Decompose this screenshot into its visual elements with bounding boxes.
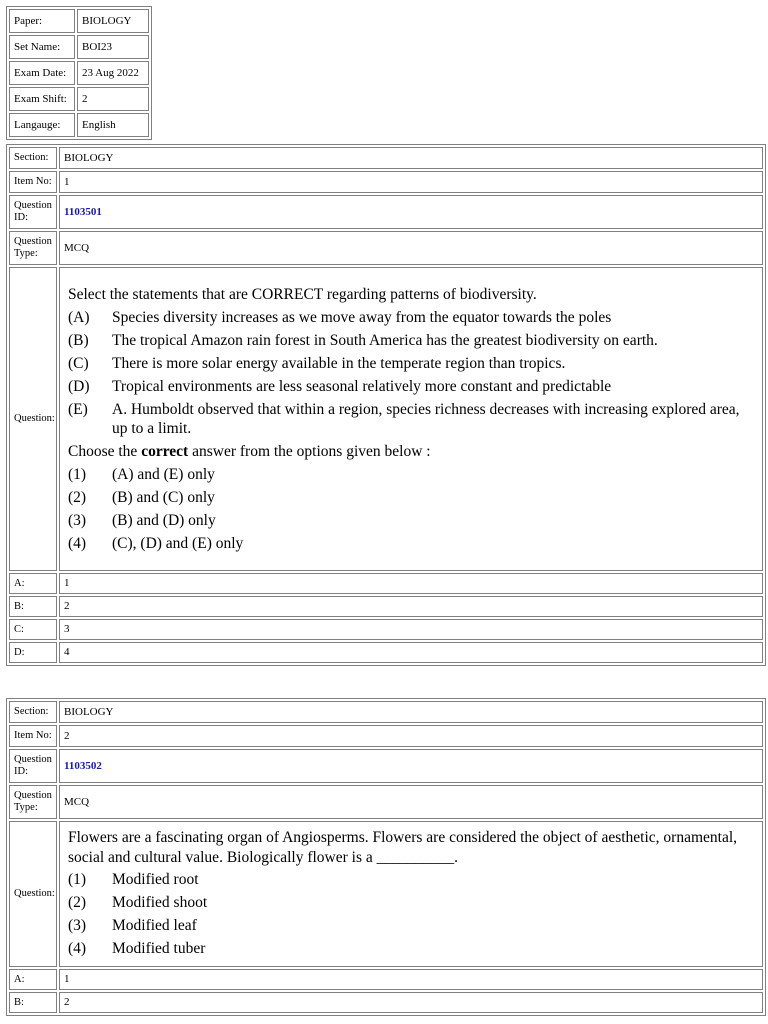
- option-text: Modified tuber: [112, 940, 206, 957]
- item-no-label: Item No:: [9, 171, 57, 193]
- option: [68, 937, 752, 960]
- option-text: (C), (D) and (E) only: [112, 535, 244, 552]
- item-no-label: Item No:: [9, 725, 57, 747]
- statement-label: (B): [68, 332, 89, 349]
- statement: [68, 375, 752, 398]
- option-label: (3): [68, 917, 87, 934]
- question-body: [59, 267, 763, 571]
- statement: [68, 306, 752, 329]
- answer-row-a: [9, 573, 763, 594]
- option-text: Modified leaf: [112, 917, 197, 934]
- question-id-row: [9, 749, 763, 783]
- question-type-value: MCQ: [59, 231, 763, 265]
- choose-suffix: answer from the options given below :: [188, 443, 431, 460]
- answer-value: 1: [59, 969, 763, 990]
- statement-label: (E): [68, 401, 88, 418]
- meta-row-paper: [9, 9, 149, 33]
- exam-meta-table: [6, 6, 152, 140]
- question-id-value: 1103501: [59, 195, 763, 229]
- item-no-row: [9, 171, 763, 193]
- option: [68, 868, 752, 891]
- answer-row-a: [9, 969, 763, 990]
- question-intro: Select the statements that are CORRECT regarding patterns of biodiversity.: [68, 286, 537, 303]
- item-no-value: 1: [59, 171, 763, 193]
- item-no-row: [9, 725, 763, 747]
- option-text: (B) and (C) only: [112, 489, 215, 506]
- question-row: [9, 821, 763, 967]
- answer-row-d: [9, 642, 763, 663]
- statement-text: Tropical environments are less seasonal relatively more constant and predictable: [112, 378, 612, 395]
- choose-bold: correct: [141, 443, 189, 460]
- option-label: (1): [68, 871, 87, 888]
- answer-label: A:: [9, 969, 57, 990]
- question-type-row: [9, 231, 763, 265]
- question-type-row: [9, 785, 763, 819]
- statement: [68, 352, 752, 375]
- meta-row-exam-shift: [9, 87, 149, 111]
- option-text: (A) and (E) only: [112, 466, 215, 483]
- question-table-2: [6, 698, 766, 1016]
- option-label: (3): [68, 512, 87, 529]
- question-type-label: Question Type:: [9, 785, 57, 819]
- meta-row-set-name: [9, 35, 149, 59]
- question-label: Question:: [9, 267, 57, 571]
- answer-row-b: [9, 992, 763, 1013]
- answer-value: 3: [59, 619, 763, 640]
- section-row: [9, 701, 763, 723]
- option: [68, 463, 752, 486]
- choose-instruction: [68, 440, 752, 463]
- item-no-value: 2: [59, 725, 763, 747]
- option-label: (1): [68, 466, 87, 483]
- meta-label: Exam Shift:: [9, 87, 75, 111]
- meta-value: 23 Aug 2022: [77, 61, 149, 85]
- option-label: (4): [68, 535, 87, 552]
- meta-label: Paper:: [9, 9, 75, 33]
- answer-label: C:: [9, 619, 57, 640]
- question-id-value: 1103502: [59, 749, 763, 783]
- answer-label: B:: [9, 992, 57, 1013]
- meta-row-exam-date: [9, 61, 149, 85]
- meta-label: Exam Date:: [9, 61, 75, 85]
- option-label: (2): [68, 894, 87, 911]
- section-row: [9, 147, 763, 169]
- option: [68, 891, 752, 914]
- statement-text: A. Humboldt observed that within a region, species richness decreases with increasing explored area, up to a limit.: [112, 401, 740, 437]
- statement-text: There is more solar energy available in the temperate region than tropics.: [112, 355, 566, 372]
- answer-label: A:: [9, 573, 57, 594]
- option-label: (2): [68, 489, 87, 506]
- answer-value: 4: [59, 642, 763, 663]
- statement: [68, 329, 752, 352]
- question-body: [59, 821, 763, 967]
- meta-row-language: [9, 113, 149, 137]
- meta-label: Set Name:: [9, 35, 75, 59]
- statement-text: The tropical Amazon rain forest in South America has the greatest biodiversity on earth.: [112, 332, 658, 349]
- section-label: Section:: [9, 701, 57, 723]
- statement-label: (A): [68, 309, 90, 326]
- section-value: BIOLOGY: [59, 701, 763, 723]
- question-type-label: Question Type:: [9, 231, 57, 265]
- question-label: Question:: [9, 821, 57, 967]
- question-type-value: MCQ: [59, 785, 763, 819]
- option-text: (B) and (D) only: [112, 512, 216, 529]
- answer-value: 1: [59, 573, 763, 594]
- answer-row-c: [9, 619, 763, 640]
- answer-label: D:: [9, 642, 57, 663]
- option: [68, 532, 752, 555]
- option: [68, 914, 752, 937]
- meta-value: BOI23: [77, 35, 149, 59]
- section-value: BIOLOGY: [59, 147, 763, 169]
- answer-label: B:: [9, 596, 57, 617]
- question-id-row: [9, 195, 763, 229]
- option: [68, 509, 752, 532]
- question-id-label: Question ID:: [9, 749, 57, 783]
- question-row: [9, 267, 763, 571]
- question-intro: Flowers are a fascinating organ of Angiosperms. Flowers are considered the object of aesthetic, ornamental, social and cultural value. Biologically flower is a __________.: [68, 829, 738, 866]
- question-table-1: [6, 144, 766, 666]
- statement-label: (D): [68, 378, 90, 395]
- meta-value: 2: [77, 87, 149, 111]
- answer-value: 2: [59, 992, 763, 1013]
- option-text: Modified shoot: [112, 894, 208, 911]
- meta-value: BIOLOGY: [77, 9, 149, 33]
- meta-label: Langauge:: [9, 113, 75, 137]
- option-label: (4): [68, 940, 87, 957]
- option: [68, 486, 752, 509]
- statement-label: (C): [68, 355, 89, 372]
- statement: [68, 398, 752, 440]
- answer-value: 2: [59, 596, 763, 617]
- section-label: Section:: [9, 147, 57, 169]
- answer-row-b: [9, 596, 763, 617]
- choose-prefix: Choose the: [68, 443, 142, 460]
- option-text: Modified root: [112, 871, 199, 888]
- question-id-label: Question ID:: [9, 195, 57, 229]
- statement-text: Species diversity increases as we move away from the equator towards the poles: [112, 309, 612, 326]
- meta-value: English: [77, 113, 149, 137]
